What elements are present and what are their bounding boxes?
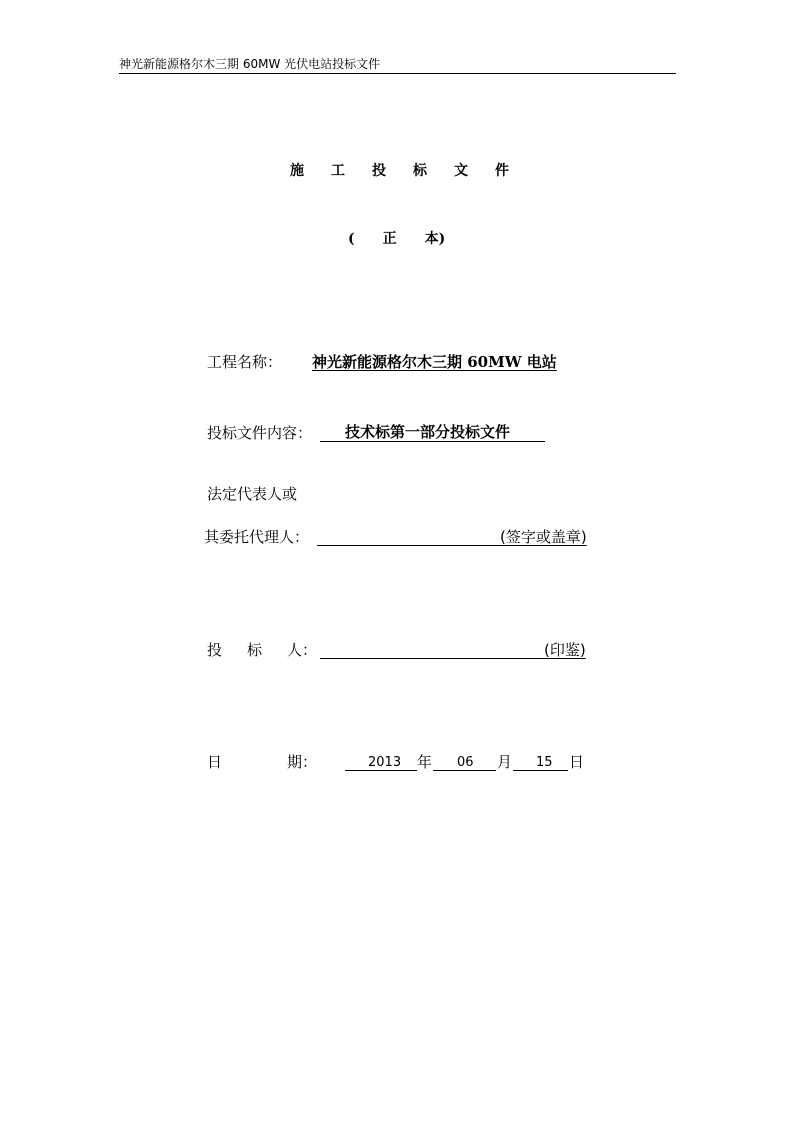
date-year: 2013 [368,755,402,770]
date-day-unit: 日 [569,753,585,771]
header-rule [119,73,676,74]
representative-label-line1: 法定代表人或 [207,485,298,503]
representative-label-line2: 其委托代理人： [204,528,310,546]
subtitle-close-paren: ) [438,231,446,247]
document-title: 施工投标文件 [290,163,536,179]
bid-content-label: 投标文件内容： [207,424,313,442]
representative-signature-line [317,545,500,546]
date-day: 15 [536,755,553,770]
bidder-label-char2: 标 [247,641,263,659]
bidder-note: (印鉴) [544,641,586,659]
date-label-char1: 日 [207,753,223,771]
bidder-label-char1: 投 [207,641,223,659]
subtitle-open-paren: ( [348,231,355,247]
document-subtitle [348,230,445,248]
date-label-char2: 期： [287,753,318,771]
subtitle-right: 本 [424,231,439,247]
project-name-label: 工程名称： [207,353,283,371]
bidder-label-char3: 人： [287,641,318,659]
running-header: 神光新能源格尔木三期 60MW 光伏电站投标文件 [119,57,381,71]
bidder-seal-line [320,658,544,659]
date-month: 06 [457,755,474,770]
project-name-value: 神光新能源格尔木三期 60MW 电站 [312,353,557,371]
subtitle-left: 正 [382,231,397,247]
date-month-unit: 月 [497,753,513,771]
date-year-unit: 年 [417,753,433,771]
representative-note: (签字或盖章) [500,528,587,546]
bid-content-value: 技术标第一部分投标文件 [345,423,511,441]
